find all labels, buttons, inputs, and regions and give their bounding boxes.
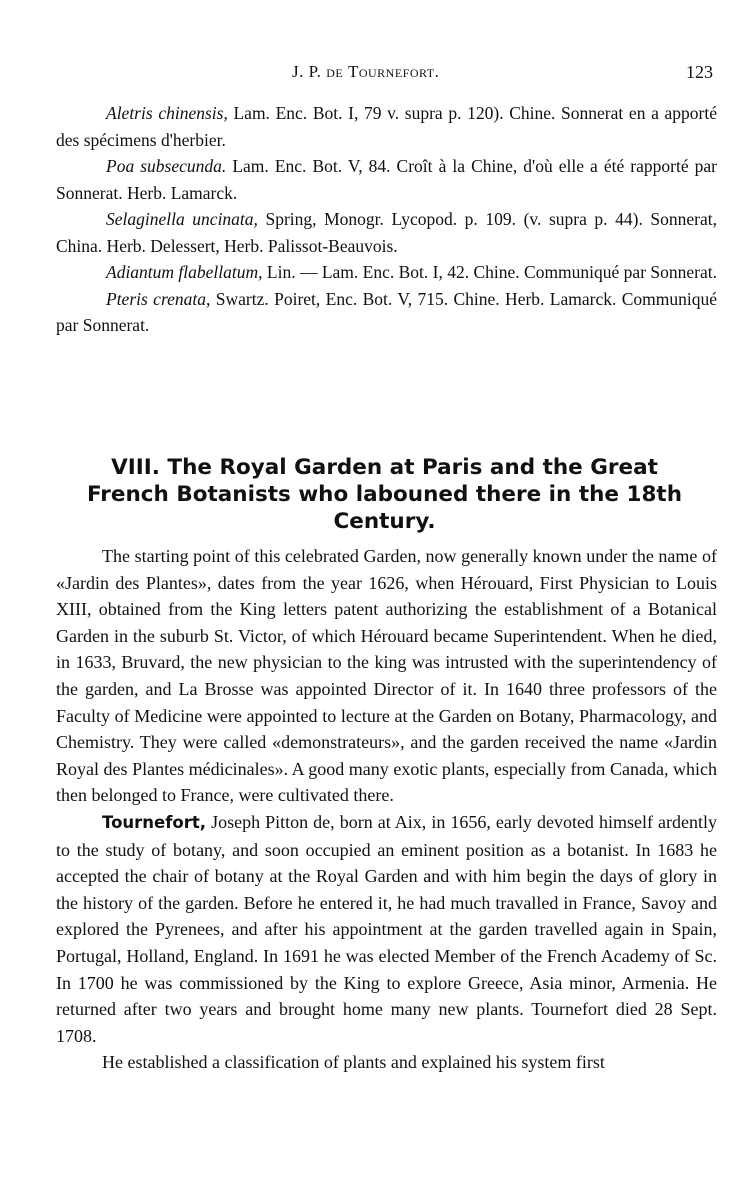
reference-text: Spring, Monogr. Lycopod. p. 109. (v. supra p. 44). Sonnerat, China. Herb. Delessert, Herb. Palissot-Beauvois. — [56, 209, 717, 256]
reference-entry — [56, 153, 717, 206]
reference-paragraph — [56, 100, 717, 153]
reference-text: Swartz. Poiret, Enc. Bot. V, 715. Chine. Herb. Lamarck. Communiqué par Sonnerat. — [56, 288, 718, 335]
body-paragraph: He established a classification of plants and explained his system first — [102, 1052, 605, 1073]
reference-text: Lam. Enc. Bot. V, 84. Croît à la Chine, d'où elle a été rapporté par Sonnerat. Herb. Lamarck. — [56, 156, 717, 203]
section-heading: VIII. The Royal Garden at Paris and the Great French Botanists who labouned there in the 18th Century. — [87, 454, 682, 534]
page-number: 123 — [686, 62, 713, 82]
species-name: Adiantum flabellatum, — [106, 262, 263, 282]
reference-paragraph — [56, 286, 717, 339]
reference-paragraph — [56, 259, 717, 286]
species-references — [56, 100, 717, 339]
reference-entry — [56, 100, 717, 153]
species-name: Pteris crenata, — [106, 288, 211, 309]
author-surname: Tournefort. — [347, 62, 440, 81]
reference-entry — [56, 206, 717, 259]
body-paragraph: The starting point of this celebrated Garden, now generally known under the name of «Jardin des Plantes», dates from the year 1626, when Hérouard, First Physician to Louis XIII, obtained from the King letters patent authorizing the establishment of a Botanical Garden in the suburb St. Victor, of which Hérouard became Superintendent. When he died, in 1633, Bruvard, the new physician to the king was intrusted with the superintendency of the garden, and La Brosse was appointed Director of it. In 1640 three professors of the Faculty of Medicine were appointed to lecture at the Garden on Botany, Pharmacology, and Chemistry. They were called «demonstrateurs», and the garden received the name «Jardin Royal des Plantes médicinales». A good many exotic plants, especially from Canada, which then belonged to France, were cultivated there. — [56, 546, 717, 806]
species-name: Poa subsecunda. — [106, 156, 227, 176]
body-paragraph — [56, 809, 717, 1049]
reference-paragraph — [56, 206, 717, 259]
running-header — [56, 62, 713, 86]
author-particle: de — [326, 62, 344, 81]
author-initials: J. P. — [292, 62, 322, 81]
species-name: Aletris chinensis, — [106, 103, 228, 123]
running-title — [292, 62, 439, 82]
reference-entry — [56, 286, 717, 339]
section-body — [56, 543, 717, 1076]
species-name: Selaginella uncinata, — [106, 209, 258, 229]
reference-text: Lin. — Lam. Enc. Bot. I, 42. Chine. Communiqué par Sonnerat. — [262, 262, 717, 282]
reference-text: Lam. Enc. Bot. I, 79 v. supra p. 120). Chine. Sonnerat en a apporté des spécimens d'herbier. — [56, 103, 717, 150]
reference-paragraph — [56, 153, 717, 206]
reference-entry — [56, 259, 717, 286]
paragraph-text: Joseph Pitton de, born at Aix, in 1656, early devoted himself ardently to the study of botany, and soon occupied an eminent position as a botanist. In 1683 he accepted the chair of botany at the Royal Garden and with him begin the days of glory in the history of the garden. Before he entered it, he had much travalled in France, Savoy and explored the Pyrenees, and after his appointment at the garden travelled again in Spain, Portugal, Holland, England. In 1691 he was elected Member of the French Academy of Sc. In 1700 he was commissioned by the King to explore Greece, Asia minor, Armenia. He returned after two years and brought home many new plants. Tournefort died 28 Sept. 1708. — [56, 811, 717, 1046]
botanist-name: Tournefort, — [102, 812, 207, 832]
